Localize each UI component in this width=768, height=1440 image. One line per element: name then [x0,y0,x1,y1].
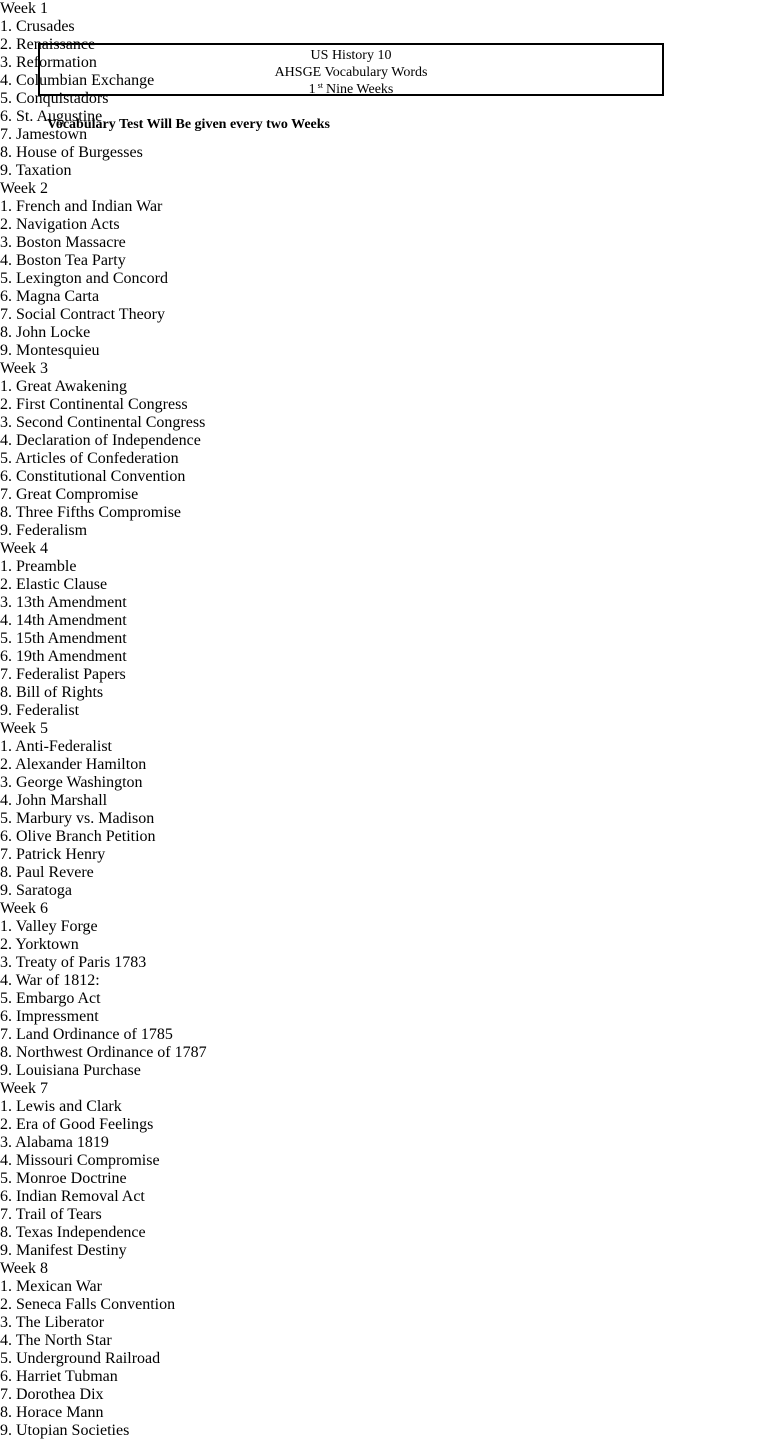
vocab-item: 9. Federalism [0,522,88,539]
vocab-item: 3. Treaty of Paris 1783 [0,954,147,971]
vocab-item: 7. Federalist Papers [0,666,126,683]
vocab-item: 4. Declaration of Independence [0,432,201,449]
vocab-item: 3. Alabama 1819 [0,1134,109,1151]
vocab-item: 6. 19th Amendment [0,648,127,665]
vocab-item: 6. Olive Branch Petition [0,828,156,845]
vocab-item: 4. 14th Amendment [0,612,127,629]
vocab-item: 1. Mexican War [0,1278,102,1295]
vocab-item: 8. House of Burgesses [0,144,143,161]
vocab-item: 7. Trail of Tears [0,1206,102,1223]
vocab-item: 9. Utopian Societies [0,1422,130,1439]
week-heading: Week 1 [0,0,49,17]
vocab-item: 8. Horace Mann [0,1404,104,1421]
vocab-item: 5. Articles of Confederation [0,450,179,467]
vocab-item: 2. Era of Good Feelings [0,1116,154,1133]
term-ordinal: st [317,81,323,90]
week-heading: Week 3 [0,360,49,377]
vocab-item: 1. Crusades [0,18,75,35]
vocab-item: 9. Louisiana Purchase [0,1062,141,1079]
vocab-item: 3. 13th Amendment [0,594,127,611]
title-box [38,43,664,96]
vocab-item: 2. Elastic Clause [0,576,108,593]
vocab-item: 5. 15th Amendment [0,630,127,647]
vocab-item: 4. Missouri Compromise [0,1152,160,1169]
course-title: US History 10 [310,48,392,63]
vocab-item: 6. Magna Carta [0,288,100,305]
vocab-item: 4. Columbian Exchange [0,72,155,89]
vocab-item: 1. Preamble [0,558,77,575]
vocab-item: 5. Underground Railroad [0,1350,161,1367]
vocab-item: 1. French and Indian War [0,198,163,215]
document-title: AHSGE Vocabulary Words [274,65,428,80]
vocab-item: 9. Montesquieu [0,342,100,359]
vocab-item: 2. Yorktown [0,936,79,953]
vocab-item: 7. Great Compromise [0,486,139,503]
vocab-item: 8. John Locke [0,324,91,341]
vocab-item: 8. Northwest Ordinance of 1787 [0,1044,207,1061]
vocab-item: 7. Social Contract Theory [0,306,165,323]
vocab-item: 5. Conquistadors [0,90,109,107]
term-label [40,81,662,98]
vocab-item: 1. Anti-Federalist [0,738,112,755]
vocab-item: 6. Impressment [0,1008,99,1025]
vocab-item: 9. Manifest Destiny [0,1242,127,1259]
week-heading: Week 2 [0,180,49,197]
vocab-item: 9. Saratoga [0,882,72,899]
vocab-item: 8. Bill of Rights [0,684,104,701]
vocab-item: 3. The Liberator [0,1314,105,1331]
vocab-item: 6. Harriet Tubman [0,1368,118,1385]
vocab-item: 5. Lexington and Concord [0,270,168,287]
vocab-item: 8. Three Fifths Compromise [0,504,182,521]
vocab-item: 6. Indian Removal Act [0,1188,145,1205]
vocab-item: 7. Land Ordinance of 1785 [0,1026,173,1043]
vocab-item: 2. Renaissance [0,36,96,53]
test-notice: Vocabulary Test Will Be given every two Weeks [47,117,330,132]
vocab-item: 5. Monroe Doctrine [0,1170,127,1187]
vocab-item: 2. First Continental Congress [0,396,188,413]
vocab-item: 5. Marbury vs. Madison [0,810,155,827]
week-heading: Week 7 [0,1080,49,1097]
vocab-item: 6. Constitutional Convention [0,468,186,485]
vocab-item: 9. Federalist [0,702,80,719]
vocab-item: 5. Embargo Act [0,990,101,1007]
week-heading: Week 5 [0,720,49,737]
vocab-item: 6. St. Augustine [0,108,103,125]
vocab-item: 1. Valley Forge [0,918,98,935]
vocab-item: 4. Boston Tea Party [0,252,126,269]
vocab-item: 1. Great Awakening [0,378,127,395]
week-heading: Week 8 [0,1260,49,1277]
vocab-item: 3. Reformation [0,54,97,71]
vocab-item: 9. Taxation [0,162,72,179]
term-number: 1 [308,82,316,97]
vocab-item: 7. Patrick Henry [0,846,106,863]
vocab-item: 4. The North Star [0,1332,112,1349]
vocab-item: 3. Second Continental Congress [0,414,206,431]
vocab-item: 1. Lewis and Clark [0,1098,122,1115]
vocab-item: 2. Seneca Falls Convention [0,1296,176,1313]
vocab-item: 3. Boston Massacre [0,234,126,251]
vocab-item: 8. Paul Revere [0,864,94,881]
week-heading: Week 4 [0,540,49,557]
term-text: Nine Weeks [325,82,394,97]
vocab-item: 4. War of 1812: [0,972,100,989]
vocab-item: 2. Alexander Hamilton [0,756,147,773]
vocab-item: 7. Jamestown [0,126,88,143]
vocab-item: 8. Texas Independence [0,1224,146,1241]
vocab-item: 3. George Washington [0,774,143,791]
vocab-item: 7. Dorothea Dix [0,1386,104,1403]
vocab-item: 4. John Marshall [0,792,108,809]
vocab-item: 2. Navigation Acts [0,216,120,233]
week-heading: Week 6 [0,900,49,917]
